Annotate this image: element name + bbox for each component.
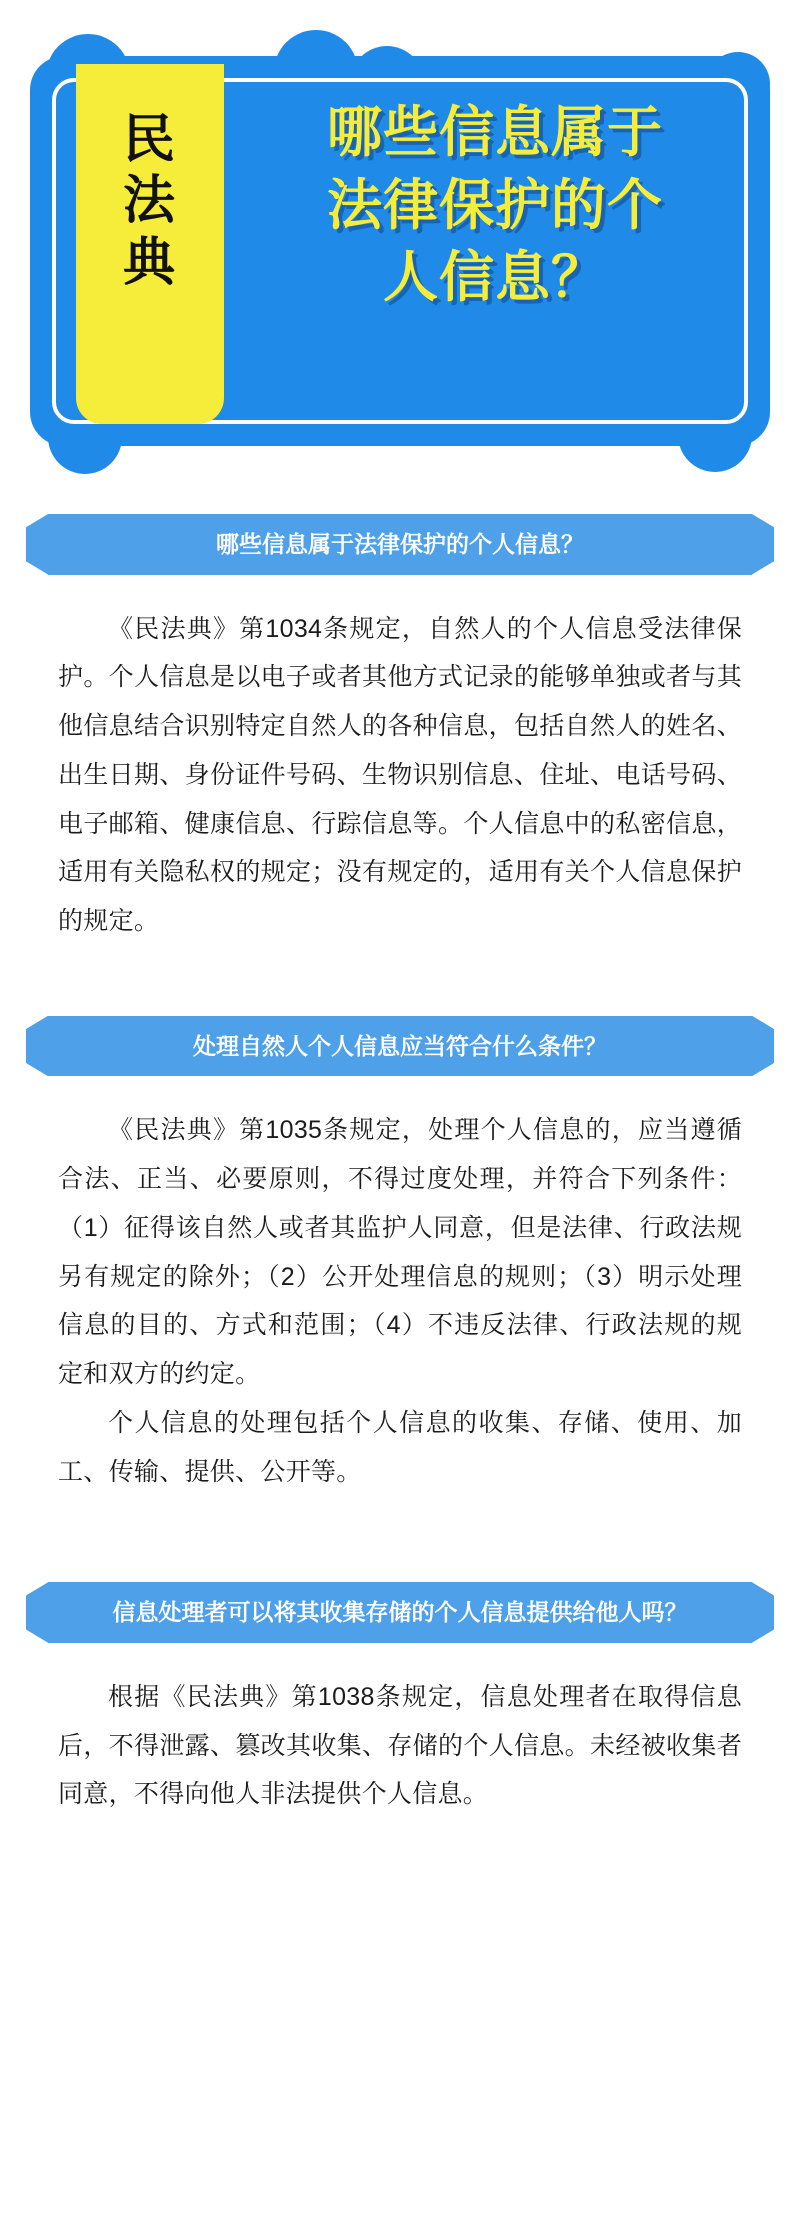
- spacer: [0, 1496, 800, 1582]
- page-title-line-2: 法律保护的个: [326, 172, 663, 237]
- section-2: [0, 1016, 800, 1497]
- section-1-body: [58, 605, 742, 946]
- section-3-heading: 信息处理者可以将其收集存储的个人信息提供给他人吗？: [48, 1582, 752, 1643]
- hero-banner: [30, 28, 770, 468]
- section-1-paragraph-1: 《民法典》第1034条规定，自然人的个人信息受法律保护。个人信息是以电子或者其他方式记录的能够单独或者与其他信息结合识别特定自然人的各种信息，包括自然人的姓名、出生日期、身份证件号码、生物识别信息、住址、电话号码、电子邮箱、健康信息、行踪信息等。个人信息中的私密信息，适用有关隐私权的规定；没有规定的，适用有关个人信息保护的规定。: [58, 614, 742, 935]
- section-2-heading: 处理自然人个人信息应当符合什么条件？: [48, 1016, 752, 1077]
- section-1: [0, 514, 800, 946]
- section-2-paragraph-1: 《民法典》第1035条规定，处理个人信息的，应当遵循合法、正当、必要原则，不得过度处理，并符合下列条件：（1）征得该自然人或者其监护人同意，但是法律、行政法规另有规定的除外；（2）公开处理信息的规则；（3）明示处理信息的目的、方式和范围；（4）不违反法律、行政法规的规定和双方的约定。: [58, 1116, 742, 1388]
- badge-char-1: 民: [122, 110, 177, 170]
- section-1-heading: 哪些信息属于法律保护的个人信息？: [48, 514, 752, 575]
- spacer: [0, 468, 800, 514]
- page-title: [240, 96, 750, 314]
- page-title-line-3: 人信息？: [382, 245, 607, 310]
- badge-char-3: 典: [122, 232, 177, 293]
- section-3-body: [58, 1673, 742, 1819]
- section-3: [0, 1582, 800, 1819]
- spacer: [0, 1819, 800, 1889]
- section-3-paragraph-1: 根据《民法典》第1038条规定，信息处理者在取得信息后，不得泄露、篡改其收集、存储的个人信息。未经被收集者同意，不得向他人非法提供个人信息。: [58, 1682, 742, 1809]
- badge-char-2: 法: [122, 171, 177, 232]
- spacer: [0, 946, 800, 1016]
- section-2-paragraph-2: 个人信息的处理包括个人信息的收集、存储、使用、加工、传输、提供、公开等。: [58, 1408, 742, 1486]
- page-title-line-1: 哪些信息属于: [326, 100, 663, 164]
- section-2-body: [58, 1106, 742, 1496]
- minfadian-badge: [76, 64, 224, 424]
